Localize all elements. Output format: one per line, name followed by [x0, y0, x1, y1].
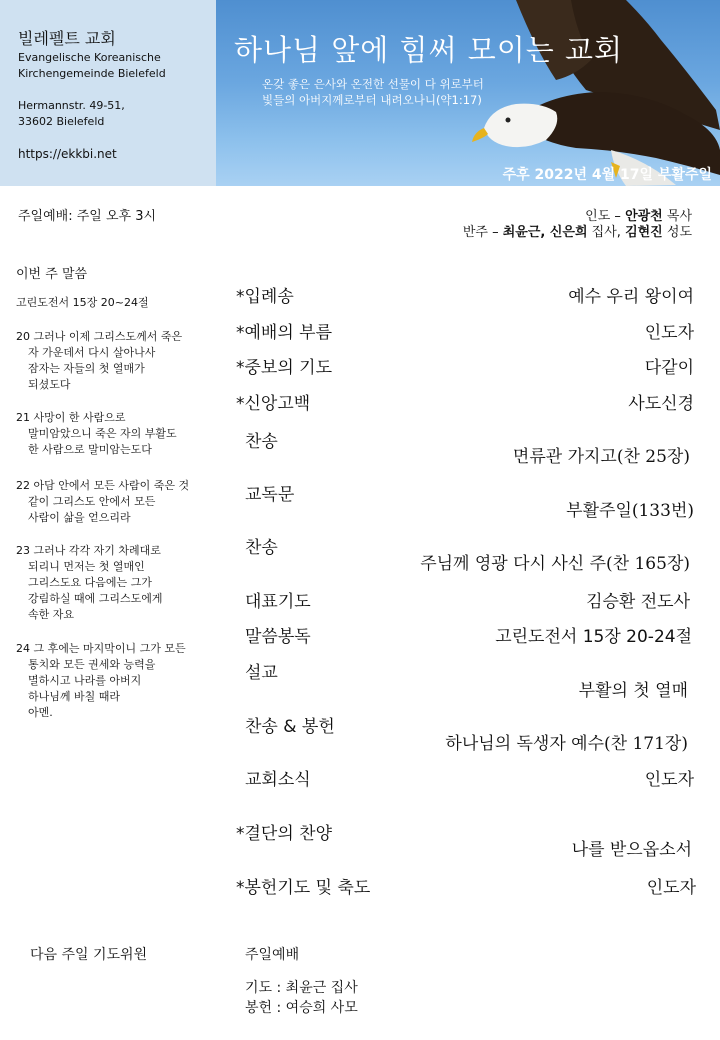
order-value-2: 인도자	[644, 323, 694, 343]
order-label-14: *봉헌기도 및 축도	[236, 878, 371, 898]
header-banner	[216, 0, 720, 186]
verse-line: 같이 그리스도 안에서 모든	[28, 495, 156, 508]
next-week-heading: 다음 주일 기도위원	[30, 947, 148, 963]
order-label-11: 찬송 & 봉헌	[245, 717, 335, 737]
verse-24	[16, 641, 212, 721]
church-website[interactable]: https://ekkbi.net	[18, 147, 117, 161]
order-label-2: *예배의 부름	[236, 323, 333, 343]
scripture-heading: 이번 주 말씀	[16, 267, 88, 282]
order-label-9: 말씀봉독	[245, 627, 311, 647]
verse-line: 그리스도요 다음에는 그가	[28, 576, 152, 589]
verse-line: 20 그러나 이제 그리스도께서 죽은	[16, 330, 183, 343]
verse-line: 사람이 삶을 얻으리라	[28, 511, 131, 524]
next-week-service: 주일예배	[245, 947, 300, 963]
church-name-de-1: Evangelische Koreanische	[18, 51, 161, 64]
accomp-title2: 성도	[662, 225, 692, 240]
banner-verse-2: 빛들의 아버지께로부터 내려오나니(약1:17)	[262, 93, 482, 107]
next-week-offering: 봉헌 : 여승희 사모	[245, 1000, 358, 1016]
verse-21	[16, 410, 212, 458]
verse-line: 한 사람으로 말미암는도다	[28, 443, 152, 456]
church-name: 빌레펠트 교회	[18, 29, 116, 48]
order-value-13: 나를 받으옵소서	[571, 840, 692, 860]
church-address-2: 33602 Bielefeld	[18, 115, 105, 128]
verse-line: 멸하시고 나라를 아버지	[28, 674, 142, 687]
verse-line: 통치와 모든 권세와 능력을	[28, 658, 156, 671]
order-value-8: 김승환 전도사	[586, 592, 690, 612]
order-label-6: 교독문	[245, 485, 295, 505]
order-label-5: 찬송	[245, 432, 278, 452]
banner-title: 하나님 앞에 힘써 모이는 교회	[234, 33, 624, 67]
order-label-8: 대표기도	[245, 592, 311, 612]
order-value-5: 면류관 가지고(찬 25장)	[512, 447, 690, 467]
service-accompanist	[463, 221, 692, 240]
verse-line: 되셨도다	[28, 378, 71, 391]
next-week-prayer: 기도 : 최윤근 집사	[245, 980, 358, 996]
order-value-10: 부활의 첫 열매	[578, 681, 688, 701]
leader-prefix: 인도 –	[585, 209, 626, 224]
verse-20	[16, 329, 212, 393]
leader-name: 안광천	[625, 209, 663, 224]
order-value-1: 예수 우리 왕이여	[568, 287, 694, 307]
verse-line: 아멘.	[28, 706, 53, 719]
order-value-3: 다같이	[644, 358, 694, 378]
order-value-12: 인도자	[644, 770, 694, 790]
accomp-prefix: 반주 –	[462, 225, 503, 240]
verse-22	[16, 478, 212, 526]
order-value-6: 부활주일(133번)	[566, 501, 694, 521]
order-label-1: *입례송	[236, 287, 294, 307]
order-value-11: 하나님의 독생자 예수(찬 171장)	[445, 734, 688, 754]
scripture-reference: 고린도전서 15장 20~24절	[16, 296, 149, 309]
banner-verse-1: 온갖 좋은 은사와 온전한 선물이 다 위로부터	[262, 77, 484, 91]
verse-line: 말미암았으니 죽은 자의 부활도	[28, 427, 177, 440]
order-label-4: *신앙고백	[236, 394, 311, 414]
church-info-panel	[0, 0, 216, 186]
verse-line: 21 사망이 한 사람으로	[16, 411, 126, 424]
order-label-12: 교회소식	[245, 770, 311, 790]
banner-date: 주후 2022년 4월 17일 부활주일	[502, 167, 712, 183]
order-label-13: *결단의 찬양	[236, 824, 333, 844]
order-value-7: 주님께 영광 다시 사신 주(찬 165장)	[420, 554, 690, 574]
leader-title: 목사	[662, 209, 692, 224]
accomp-name2: 김현진	[625, 225, 663, 240]
order-label-3: *중보의 기도	[236, 358, 333, 378]
verse-line: 되리니 먼저는 첫 열매인	[28, 560, 145, 573]
order-label-10: 설교	[245, 663, 278, 683]
order-value-4: 사도신경	[628, 394, 694, 414]
verse-line: 잠자는 자들의 첫 열매가	[28, 362, 145, 375]
verse-line: 강림하실 때에 그리스도에게	[28, 592, 163, 605]
order-value-9: 고린도전서 15장 20-24절	[495, 627, 692, 647]
verse-line: 22 아담 안에서 모든 사람이 죽은 것	[16, 479, 190, 492]
service-time: 주일예배: 주일 오후 3시	[18, 209, 157, 224]
verse-line: 하나님께 바칠 때라	[28, 690, 121, 703]
accomp-title: 집사,	[587, 225, 626, 240]
accomp-names: 최윤근, 신은희	[502, 225, 588, 240]
verse-line: 24 그 후에는 마지막이니 그가 모든	[16, 642, 186, 655]
verse-line: 속한 자요	[28, 608, 75, 621]
order-label-7: 찬송	[245, 538, 278, 558]
church-name-de-2: Kirchengemeinde Bielefeld	[18, 67, 166, 80]
church-address-1: Hermannstr. 49-51,	[18, 99, 125, 112]
verse-23	[16, 543, 212, 623]
verse-line: 23 그러나 각각 자기 차례대로	[16, 544, 161, 557]
order-value-14: 인도자	[646, 878, 696, 898]
verse-line: 자 가운데서 다시 살아나사	[28, 346, 156, 359]
